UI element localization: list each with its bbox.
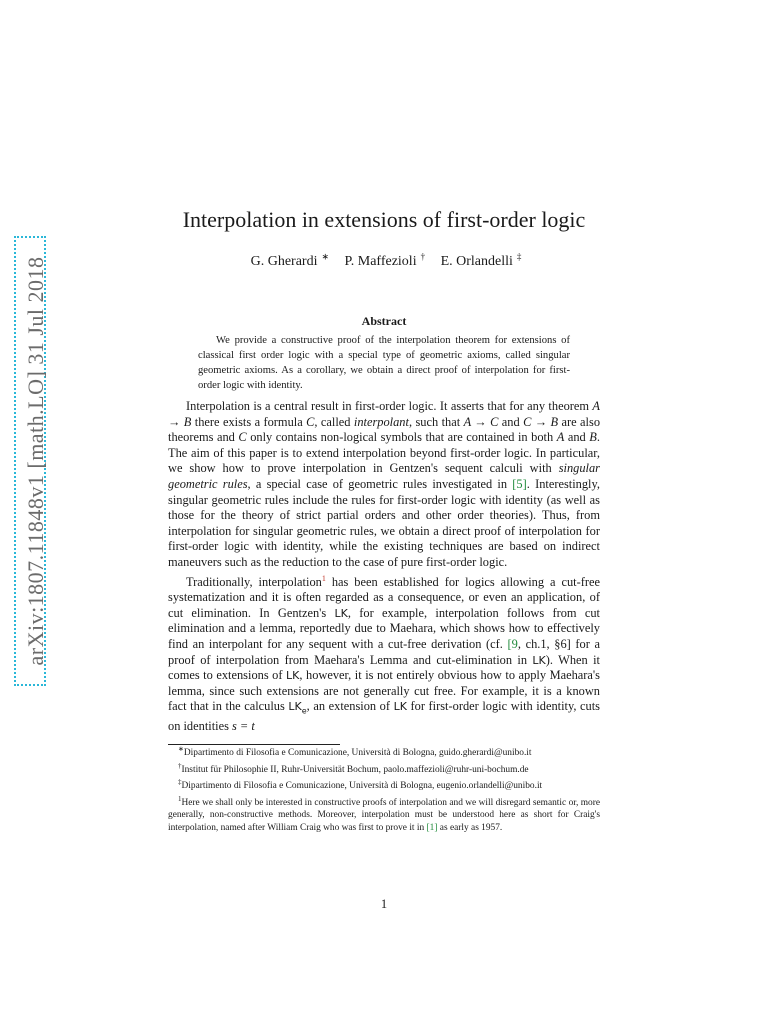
footnote-text: Dipartimento di Filosofia e Comunicazione, Università di Bologna, eugenio.orlandelli@unibo.it <box>181 781 543 792</box>
paragraph-2 <box>168 571 600 736</box>
text-run: , for example, interpolation follows from cut elimination and a lemma, reportedly due to Maehara, which shows how to effectively find an interpolant for any sequent with a cut-free derivation (cf. <box>168 605 600 652</box>
footnote-text: Here we shall only be interested in constructive proofs of interpolation and we will disregard semantic or, more generally, non-constructive methods. Moreover, interpolation must be understood here as short for Craig's interpolation, named after William Craig who was first to prove it in <box>168 797 600 833</box>
text-run: , however, it is not entirely obvious how to apply Maehara's lemma, since such extensions are not generally cut free. For example, it is a known fact that in the calculus <box>168 668 600 714</box>
calculus-name: LK <box>334 606 348 620</box>
citation-link[interactable]: [1] <box>426 822 438 833</box>
calculus-name: LK <box>532 653 546 667</box>
footnote-3 <box>168 776 600 793</box>
footnote-text: Dipartimento di Filosofia e Comunicazione, Università di Bologna, guido.gherardi@unibo.it <box>183 748 532 759</box>
calculus-subscript: e <box>301 706 307 716</box>
author-1 <box>247 251 330 269</box>
abstract-text: We provide a constructive proof of the interpolation theorem for extensions of classical first order logic with a special type of geometric axioms, called singular geometric axioms. As a corollary, we obtain a direct proof of interpolation for first-order logic with identity. <box>198 335 570 391</box>
author-mark: † <box>420 251 426 261</box>
arxiv-identifier: arXiv:1807.11848v1 [math.LO] 31 Jul 2018 <box>23 256 48 666</box>
emphasis: singular geometric rules <box>168 461 600 491</box>
paragraph-1 <box>168 399 600 571</box>
author-name: G. Gherardi <box>250 253 318 269</box>
calculus-name: LK <box>286 669 300 683</box>
text-run: , called <box>314 414 354 429</box>
text-run: for first-order logic with identity, cuts on identities <box>168 699 600 734</box>
formula: C → B <box>523 414 559 429</box>
text-run: there exists a formula <box>191 414 307 429</box>
text-run: are also theorems and <box>168 414 601 445</box>
author-3 <box>437 251 522 269</box>
formula: A → C <box>463 414 499 429</box>
footnote-2 <box>168 760 600 777</box>
author-mark: ‡ <box>516 251 522 261</box>
footnote-mark: ‡ <box>178 778 182 787</box>
abstract-heading: Abstract <box>361 314 407 328</box>
formula: B <box>589 430 597 445</box>
formula: C <box>306 414 315 429</box>
text-run: only contains non-logical symbols that are contained in both <box>246 430 557 445</box>
formula: s = t <box>232 719 255 734</box>
footnote-mark: † <box>178 761 182 770</box>
footnote-mark: 1 <box>178 794 182 803</box>
citation-link[interactable]: [5] <box>512 476 527 491</box>
footnote-mark: ∗ <box>178 745 184 753</box>
text-run: Traditionally, interpolation <box>186 574 322 589</box>
formula: A <box>556 430 565 445</box>
page-number: 1 <box>380 897 388 911</box>
calculus-name: LK <box>393 700 407 714</box>
text-run: and <box>498 414 524 429</box>
footnote-link[interactable]: 1 <box>321 573 326 583</box>
formula: C <box>238 430 247 445</box>
text-run: . Interestingly, singular geometric rules include the rules for first-order logic with identity (as well as those for the theory of strict partial orders and other order theories). Thus, from interpolation for singular geometric rules, we obtain a direct proof of interpolation for first-order logic with identity, while the existing techniques are based on indirect maneuvers such as the reduction to the case of pure first-order logic. <box>168 476 600 569</box>
text-run: , ch.1, §6] for a proof of interpolation from Maehara's Lemma and cut-elimination in <box>168 637 600 667</box>
footnote-4 <box>168 793 600 834</box>
footnotes <box>168 743 600 834</box>
footnote-text: Institut für Philosophie II, Ruhr-Universität Bochum, paolo.maffezioli@ruhr-uni-bochum.de <box>181 764 529 775</box>
calculus-name: LK <box>288 700 302 714</box>
text-run: . The aim of this paper is to extend interpolation beyond first-order logic. In particular, we show how to prove interpolation in Gentzen's sequent calculi with <box>168 430 600 476</box>
citation-link[interactable]: [9 <box>507 637 518 652</box>
author-mark: ∗ <box>321 251 330 261</box>
text-run: , an extension of <box>306 699 394 714</box>
author-list <box>0 251 768 270</box>
text-run: ). When it comes to extensions of <box>168 652 600 683</box>
text-run: has been established for logics allowing a cut-free systematization and it is often regarded as a consequence, or even an application, of cut elimination. In Gentzen's <box>168 574 600 620</box>
paper-title: Interpolation in extensions of first-order logic <box>182 207 586 232</box>
author-name: P. Maffezioli <box>344 253 417 269</box>
formula: A → B <box>168 399 600 429</box>
author-name: E. Orlandelli <box>440 253 513 269</box>
body-text <box>168 399 600 735</box>
text-run: and <box>564 430 590 445</box>
author-2 <box>341 251 426 269</box>
footnote-1 <box>168 743 600 760</box>
emphasis: interpolant <box>353 414 409 429</box>
footnote-text: as early as 1957. <box>437 822 503 833</box>
text-run: , such that <box>408 414 464 429</box>
text-run: Interpolation is a central result in first-order logic. It asserts that for any theorem <box>186 399 593 413</box>
text-run: , a special case of geometric rules investigated in <box>247 476 513 491</box>
